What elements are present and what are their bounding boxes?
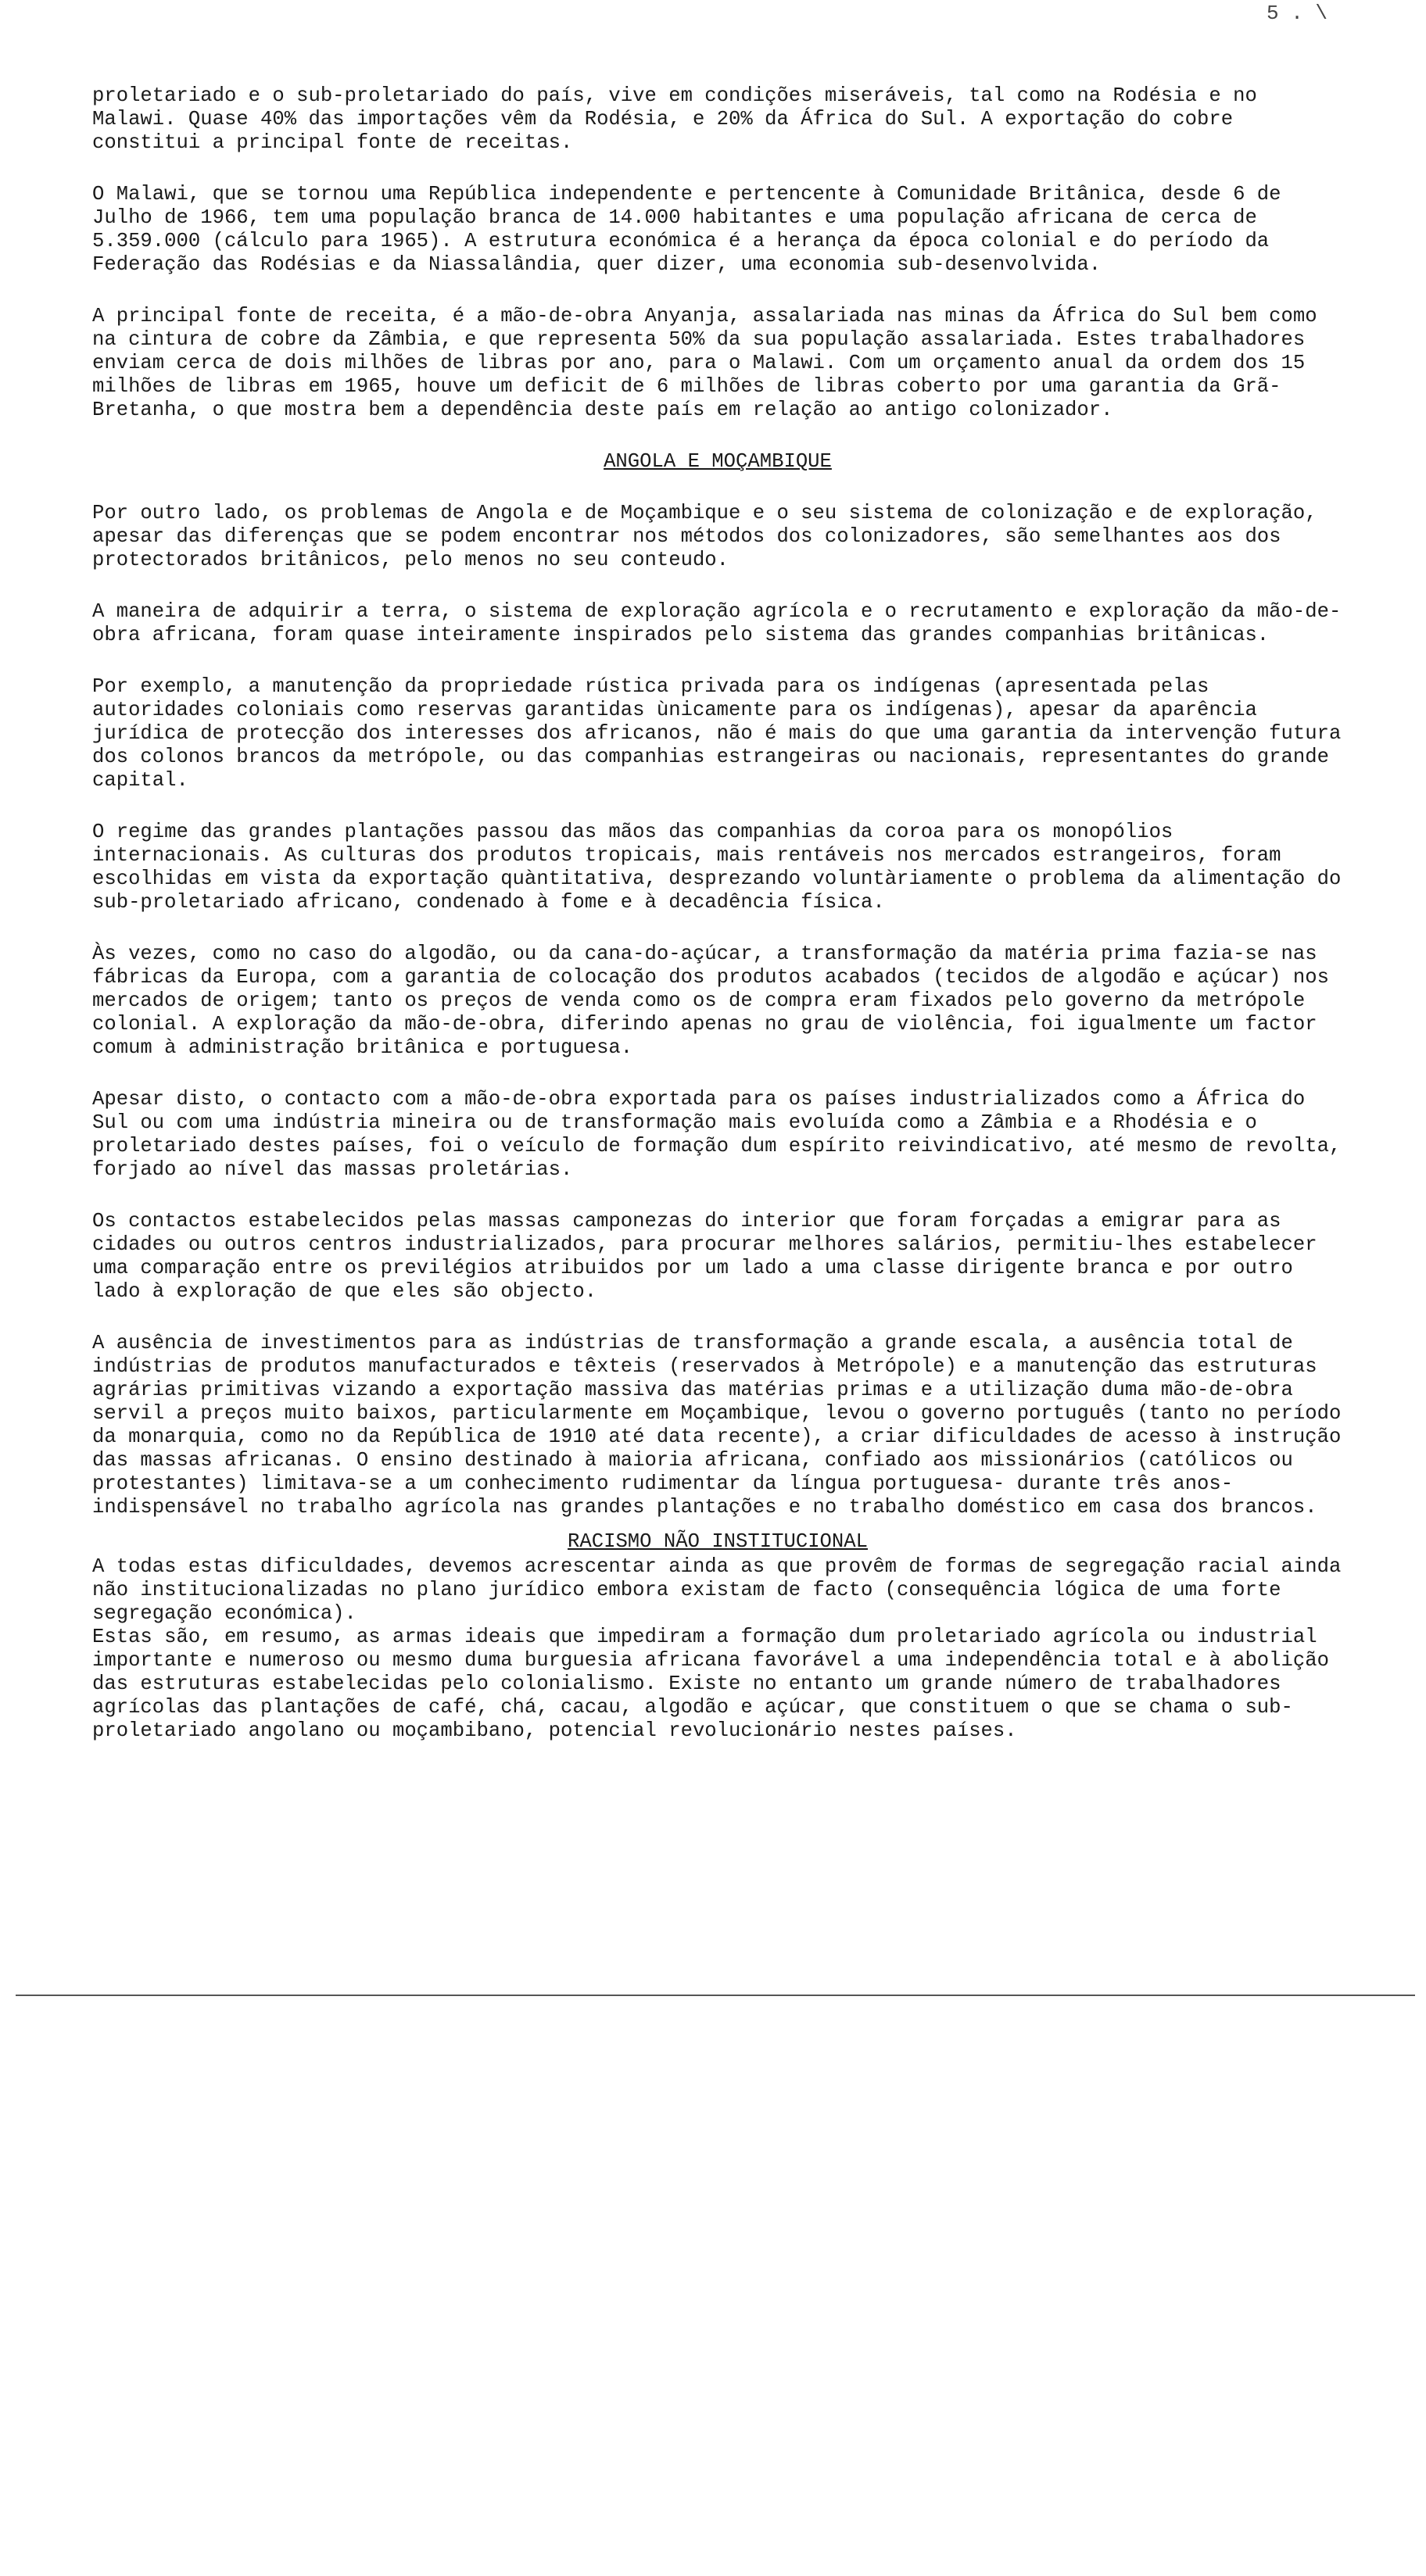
paragraph: O Malawi, que se tornou uma República independente e pertencente à Comunidade Britânica, desde 6 de Julho de 1966, tem uma população branca de 14.000 habitantes e uma população africana de cerca de 5.359.000 (cálculo para 1965). A estrutura económica é a herança da época colonial e do período da Federação das Rodésias e da Niassalândia, quer dizer, uma economia sub-desenvolvida.	[92, 183, 1281, 276]
page-divider	[16, 1995, 1415, 1996]
paragraph: proletariado e o sub-proletariado do país, vive em condições miseráveis, tal como na Rodésia e no Malawi. Quase 40% das importações vêm da Rodésia, e 20% da África do Sul. A exportação do cobre constitui a principal fonte de receitas.	[92, 84, 1257, 154]
paragraph: O regime das grandes plantações passou das mãos das companhias da coroa para os monopólios internacionais. As culturas dos produtos tropicais, mais rentáveis nos mercados estrangeiros, foram escolhidas em vista da exportação quàntitativa, desprezando voluntàriamente o problema da alimentação do sub-proletariado africano, condenado à fome e à decadência física.	[92, 821, 1342, 914]
paragraph: Apesar disto, o contacto com a mão-de-obra exportada para os países industrializados como a África do Sul ou com uma indústria mineira ou de transformação mais evoluída como a Zâmbia e a Rhodésia e o proletariado destes países, foi o veículo de formação dum espírito reivindicativo, até mesmo de revolta, forjado ao nível das massas proletárias.	[92, 1088, 1342, 1181]
paragraph: Os contactos estabelecidos pelas massas camponezas do interior que foram forçadas a emigrar para as cidades ou outros centros industrializados, para procurar melhores salários, permitiu-lhes estabelecer uma comparação entre os previlégios atribuidos por um lado a uma classe dirigente branca e por outro lado à exploração de que eles são objecto.	[92, 1210, 1317, 1303]
paragraph: Às vezes, como no caso do algodão, ou da cana-do-açúcar, a transformação da matéria prima fazia-se nas fábricas da Europa, com a garantia de colocação dos produtos acabados (tecidos de algodão e açúcar) nos mercados de origem; tanto os preços de venda como os de compra eram fixados pelo governo da metrópole colonial. A exploração da mão-de-obra, diferindo apenas no grau de violência, foi igualmente um factor comum à administração britânica e portuguesa.	[92, 943, 1329, 1059]
section-angola-mocambique	[92, 502, 1343, 1519]
section-top	[92, 84, 1343, 422]
section-heading-angola-mocambique: ANGOLA E MOÇAMBIQUE	[604, 450, 832, 473]
paragraph: A todas estas dificuldades, devemos acrescentar ainda as que provêm de formas de segregação racial ainda não institucionalizadas no plano jurídico embora existam de facto (consequência lógica de uma forte segregação económica).	[92, 1555, 1342, 1625]
page-number: 5 . \	[1267, 2, 1328, 25]
paragraph: Por outro lado, os problemas de Angola e de Moçambique e o seu sistema de colonização e de exploração, apesar das diferenças que se podem encontrar nos métodos dos colonizadores, são semelhantes aos dos protectorados britânicos, pelo menos no seu conteudo.	[92, 502, 1317, 571]
section-heading-racismo: RACISMO NÃO INSTITUCIONAL	[568, 1530, 868, 1553]
paragraph: A principal fonte de receita, é a mão-de-obra Anyanja, assalariada nas minas da África do Sul bem como na cintura de cobre da Zâmbia, e que representa 50% da sua população assalariada. Estes trabalhadores enviam cerca de dois milhões de libras por ano, para o Malawi. Com um orçamento anual da ordem dos 15 milhões de libras em 1965, houve um deficit de 6 milhões de libras coberto por uma garantia da Grã-Bretanha, o que mostra bem a dependência deste país em relação ao antigo colonizador.	[92, 305, 1317, 421]
paragraph: Estas são, em resumo, as armas ideais que impediram a formação dum proletariado agrícola ou industrial importante e numeroso ou mesmo duma burguesia africana favorável a uma independência total e à abolição das estruturas estabelecidas pelo colonialismo. Existe no entanto um grande número de trabalhadores agrícolas das plantações de café, chá, cacau, algodão e açúcar, que constituem o que se chama o sub-proletariado angolano ou moçambibano, potencial revolucionário nestes países.	[92, 1626, 1329, 1742]
section-racismo	[92, 1555, 1343, 1743]
paragraph: A maneira de adquirir a terra, o sistema de exploração agrícola e o recrutamento e exploração da mão-de-obra africana, foram quase inteiramente inspirados pelo sistema das grandes companhias britânicas.	[92, 600, 1342, 646]
paragraph: A ausência de investimentos para as indústrias de transformação a grande escala, a ausência total de indústrias de produtos manufacturados e têxteis (reservados à Metrópole) e a manutenção das estruturas agrárias primitivas vizando a exportação massiva das matérias primas e a utilização duma mão-de-obra servil a preços muito baixos, particularmente em Moçambique, levou o governo português (tanto no período da monarquia, como no da República de 1910 até data recente), a criar dificuldades de acesso à instrução das massas africanas. O ensino destinado à maioria africana, confiado aos missionários (católicos ou protestantes) limitava-se a um conhecimento rudimentar da língua portuguesa- durante três anos- indispensável no trabalho agrícola nas grandes plantações e no trabalho doméstico em casa dos brancos.	[92, 1332, 1342, 1519]
document-body	[92, 84, 1343, 1743]
paragraph: Por exemplo, a manutenção da propriedade rústica privada para os indígenas (apresentada pelas autoridades coloniais como reservas garantidas ùnicamente para os indígenas), apesar da aparência jurídica de protecção dos interesses dos africanos, não é mais do que uma garantia da intervenção futura dos colonos brancos da metrópole, ou das companhias estrangeiras ou nacionais, representantes do grande capital.	[92, 675, 1342, 792]
